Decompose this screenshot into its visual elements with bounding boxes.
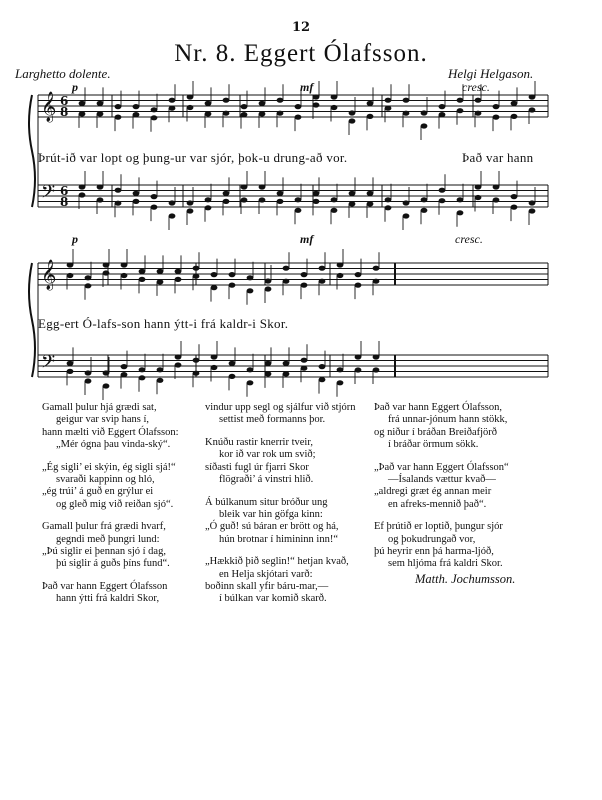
notehead [475,184,482,189]
poem-line: svaraði kappinn og hló, [56,473,155,485]
notehead [229,283,236,288]
notehead [529,107,536,112]
notehead [187,94,194,99]
poem-line: Knúðu rastir knerrir tveir, [205,437,314,449]
notehead [229,272,236,277]
notehead [139,269,146,274]
notehead [247,275,254,280]
poem-line: Það var hann Eggert Ólafsson, [374,402,503,413]
notehead [349,201,356,206]
notehead [193,371,200,376]
notehead [511,194,518,199]
notehead [265,286,272,291]
notehead [511,101,518,106]
poem-stanza [205,556,356,605]
notehead [121,262,128,267]
notehead [247,380,254,385]
poem-stanza [205,402,356,427]
notehead [367,101,374,106]
page-number: 12 [291,20,311,35]
notehead [493,184,500,189]
poem-line: settist með formanns þor. [219,414,326,426]
notehead [211,272,218,277]
notehead [193,266,200,271]
notehead [295,104,302,109]
poem-line: og niður í bráðan Breiðafjörð [374,426,498,438]
notehead [301,283,308,288]
poem-stanza [42,462,179,511]
notehead [373,354,380,359]
poem-author: Matth. Jochumsson. [415,572,516,586]
notehead [67,273,74,278]
notehead [97,184,104,189]
notehead [283,279,290,284]
notehead [373,266,380,271]
notehead [67,361,74,366]
notehead [139,277,146,282]
time-signature: 8 [60,105,69,119]
notehead [85,378,92,383]
poem-line: hann mælti við Eggert Ólafsson: [42,426,179,438]
time-signature: 6 [60,184,69,198]
notehead [175,354,182,359]
poem-line: „Hækkið þið seglin!“ hetjan kvað, [205,556,349,568]
poem-column-1 [42,402,179,616]
poem-line: Gamall þulur hjá grædi sat, [42,402,157,413]
notehead [121,273,128,278]
poem-line: „Ég sigli’ ei skýin, ég sigli sjá!“ [42,461,176,473]
notehead [385,106,392,111]
notehead [355,272,362,277]
notehead [493,115,500,120]
poem-line: Gamall þulur frá grædi hvarf, [42,521,166,533]
time-signature: 6 [60,94,69,108]
notehead [223,98,230,103]
notehead [79,184,86,189]
notehead [529,200,536,205]
notehead [97,197,104,202]
notehead [367,191,374,196]
notehead [121,372,128,377]
poem-line: „Ó guð! sú báran er brött og há, [205,521,339,533]
notehead [301,358,308,363]
poem-line: og gleð mig við reiðan sjó“. [56,498,174,510]
dynamic-p-bottom: p [72,232,78,246]
notehead [223,199,230,204]
notehead [367,114,374,119]
poem-line: flögraði’ á vinstri hlið. [219,473,314,485]
notehead [295,197,302,202]
notehead [319,279,326,284]
notehead [187,105,194,110]
poem-line: hún brotnar í himininn inn!“ [219,533,338,545]
dynamic-mf-bottom: mf [300,232,314,246]
notehead [265,371,272,376]
notehead [529,208,536,213]
notehead [259,184,266,189]
notehead [349,110,356,115]
notehead [259,101,266,106]
notehead [175,269,182,274]
notehead [241,184,248,189]
notehead [421,123,428,128]
notehead [211,365,218,370]
poem-line: gegndi með þungri lund: [56,533,160,545]
time-signature: 8 [60,195,69,209]
composer-name: Helgi Helgason. [448,66,534,81]
notehead [301,366,308,371]
notehead [223,191,230,196]
poem-stanza [205,437,356,486]
poem-line: „ég trúi’ á guð en grýlur ei [42,486,154,498]
notehead [421,208,428,213]
notehead [103,262,110,267]
notehead [223,111,230,116]
dynamic-mf-top: mf [300,80,314,94]
notehead [319,377,326,382]
notehead [205,111,212,116]
notehead [85,283,92,288]
notehead [457,210,464,215]
poem-line: Ef þrútið er loptið, þungur sjór [374,521,503,533]
notehead [313,199,320,204]
notehead [241,104,248,109]
notehead [475,195,482,200]
notehead [373,367,380,372]
notehead [313,191,320,196]
poem-stanza [42,581,179,606]
tempo-marking: Larghetto dolente. [15,66,111,81]
notehead [133,104,140,109]
poem-line: frá unnar-jónum hann stökk, [388,414,508,426]
notehead [475,98,482,103]
notehead [139,375,146,380]
brace [29,263,35,377]
notehead [247,367,254,372]
notehead [187,200,194,205]
poem-line: vindur upp segl og sjálfur við stjórn [205,402,356,413]
notehead [277,111,284,116]
poem-line: en afreks-mennið það“. [388,498,487,510]
notehead [85,370,92,375]
notehead [103,370,110,375]
bass-clef: 𝄢 [41,182,56,207]
notehead [211,285,218,290]
notehead [439,188,446,193]
dynamic-p-top: p [72,80,78,94]
notehead [79,192,86,197]
notehead [133,112,140,117]
notehead [151,115,158,120]
notehead [337,262,344,267]
poem-line: Á búlkanum situr bróður ung [205,496,328,508]
poem-line: og þokudrungað vor, [388,533,476,545]
poem-line: í bráðar örmum sökk. [388,438,479,450]
notehead [133,191,140,196]
notehead [151,205,158,210]
notehead [85,275,92,280]
notehead [103,270,110,275]
poem-column-3 [374,402,509,581]
poem-line: „aldregi græt ég annan meir [374,486,492,498]
notehead [403,111,410,116]
notehead [337,367,344,372]
notehead [277,191,284,196]
poem-stanza [374,402,509,451]
notehead [331,105,338,110]
notehead [97,101,104,106]
notehead [157,378,164,383]
notehead [133,199,140,204]
notehead [511,205,518,210]
notehead [169,106,176,111]
notehead [115,188,122,193]
poem-column-2 [205,402,356,616]
brace [29,95,35,207]
notehead [367,201,374,206]
notehead [355,354,362,359]
notehead [529,94,536,99]
treble-clef: 𝄞 [41,260,57,290]
notehead [115,104,122,109]
notehead [331,208,338,213]
poem-line: þú heyrir enn þá harma-ljóð, [374,545,494,557]
notehead [421,197,428,202]
notehead [349,191,356,196]
notehead [79,111,86,116]
notehead [175,362,182,367]
notehead [193,274,200,279]
notehead [319,266,326,271]
notehead [439,112,446,117]
notehead [355,367,362,372]
notehead [283,361,290,366]
notehead [475,111,482,116]
notehead [331,94,338,99]
poem-line: en Helja skjótari varð: [219,568,313,580]
notehead [97,111,104,116]
notehead [493,197,500,202]
notehead [283,371,290,376]
poem-line: „Mér ógna þau vinda-ský“. [56,438,171,450]
notehead [259,111,266,116]
notehead [421,110,428,115]
poem-line: „Það var hann Eggert Ólafsson“ [374,461,509,473]
poem-stanza [42,402,179,451]
notehead [115,201,122,206]
notehead [205,205,212,210]
notehead [187,208,194,213]
notehead [439,104,446,109]
notehead [385,197,392,202]
notehead [511,114,518,119]
notehead [139,367,146,372]
notehead [337,273,344,278]
notehead [205,197,212,202]
notehead [169,200,176,205]
poem-line: hann ýtti frá kaldri Skor, [56,593,160,605]
notehead [241,112,248,117]
notehead [103,383,110,388]
notehead [403,213,410,218]
notehead [295,208,302,213]
notehead [151,194,158,199]
notehead [175,277,182,282]
poem-line: sem hljóma frá kaldri Skor. [388,558,503,570]
notehead [403,200,410,205]
notehead [277,199,284,204]
notehead [385,98,392,103]
lyrics-line-1-end: Það var hann [462,150,534,165]
poem-line: geigur var svip hans í, [56,414,150,426]
notehead [373,279,380,284]
notehead [301,272,308,277]
notehead [439,198,446,203]
notehead [313,102,320,107]
notehead [229,361,236,366]
poem-line: —Ísalands vættur kvað— [388,473,496,485]
notehead [259,197,266,202]
notehead [331,197,338,202]
notehead [265,278,272,283]
notehead [121,364,128,369]
notehead [157,279,164,284]
notehead [79,101,86,106]
notehead [277,98,284,103]
notehead [337,380,344,385]
poem-line: kor ið var rok um svið; [219,449,316,461]
notehead [265,361,272,366]
notehead [157,367,164,372]
notehead [169,98,176,103]
poem-line: bleik var hin göfga kinn: [219,509,323,521]
notehead [241,197,248,202]
notehead [313,94,320,99]
dynamic-cresc-bottom: cresc. [455,232,483,246]
notehead [295,115,302,120]
notehead [211,354,218,359]
treble-clef: 𝄞 [41,92,57,122]
notehead [457,98,464,103]
notehead [151,107,158,112]
notehead [493,104,500,109]
notehead [169,213,176,218]
notehead [229,374,236,379]
poem-line: Það var hann Eggert Ólafsson [42,581,168,593]
poem-line: „Þú siglir ei þennan sjó í dag, [42,545,166,557]
poem-stanza [374,462,509,511]
notehead [457,108,464,113]
poem-stanza [374,521,509,570]
notehead [247,288,254,293]
notehead [457,197,464,202]
notehead [115,115,122,120]
notehead [67,369,74,374]
poem-stanza [42,521,179,570]
poem-line: í búlkan var komið skarð. [219,593,327,605]
notehead [193,358,200,363]
notehead [67,262,74,267]
poem-line: boðinn skall yfir báru-mar,— [205,581,329,593]
page-title: Nr. 8. Eggert Ólafsson. [174,40,428,67]
lyrics-line-1: Þrút-ið var lopt og þung-ur var sjór, þok-u drung-að vor. [38,150,348,165]
notehead [403,98,410,103]
lyrics-line-2: Egg-ert Ó-lafs-son hann ýtt-i frá kaldr-i Skor. [38,316,289,331]
poem-line: þú siglir á guðs þíns fund“. [56,558,170,570]
notehead [157,269,164,274]
poem-stanza [205,497,356,546]
notehead [319,364,326,369]
bass-clef: 𝄢 [41,352,56,377]
notehead [283,266,290,271]
poem-line: síðasti fugl úr fjarri Skor [205,461,309,473]
notehead [349,118,356,123]
notehead [205,101,212,106]
notehead [355,283,362,288]
dynamic-cresc-top: cresc. [462,80,490,94]
notehead [385,205,392,210]
